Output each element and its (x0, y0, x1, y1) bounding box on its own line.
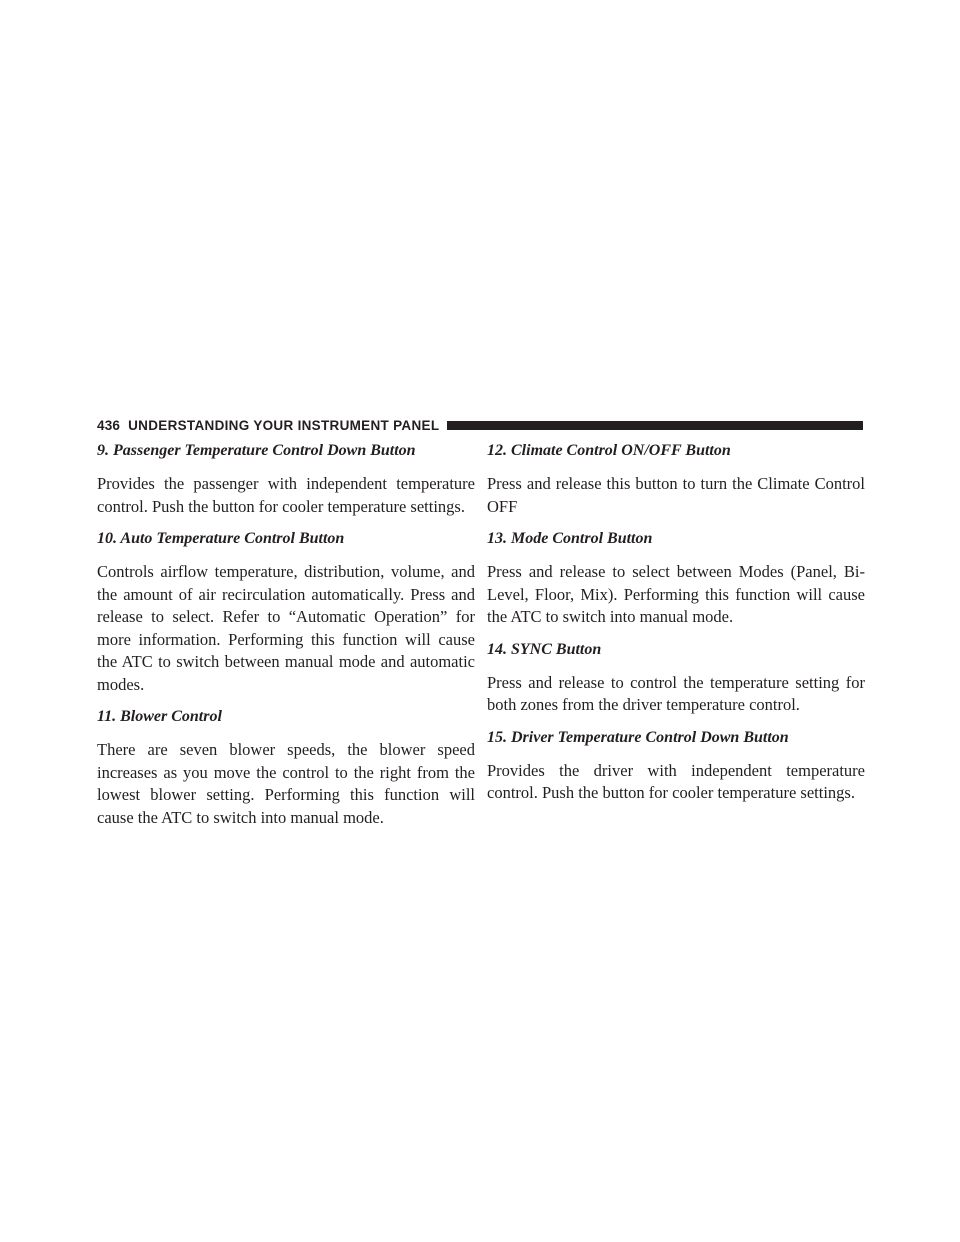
item-climate-on-off (487, 440, 865, 518)
item-heading: 11. Blower Control (97, 708, 222, 725)
page-header (97, 415, 863, 435)
item-sync-button (487, 639, 865, 717)
item-heading: 9. Passenger Temperature Control Down Button (97, 442, 416, 459)
item-body: Provides the passenger with independent temperature control. Push the button for cooler temperature settings. (97, 474, 475, 516)
item-heading: 15. Driver Temperature Control Down Button (487, 728, 789, 746)
item-body: Press and release to control the temperature setting for both zones from the driver temperature control. (487, 672, 865, 714)
item-heading: 13. Mode Control Button (487, 530, 653, 547)
item-body: Controls airflow temperature, distribution, volume, and the amount of air recirculation automatically. Press and release to select. Refer to “Automatic Operation” for more information. Performing this function will cause the ATC to switch between manual mode and automatic modes. (97, 562, 475, 694)
item-auto-temp (97, 528, 475, 696)
page-number: 436 (97, 417, 121, 433)
left-column (97, 440, 475, 839)
section-title: UNDERSTANDING YOUR INSTRUMENT PANEL (128, 417, 440, 433)
item-body: There are seven blower speeds, the blower speed increases as you move the control to the right from the lowest blower setting. Performing this function will cause the ATC to switch into manual mode. (97, 740, 475, 827)
item-body: Press and release to select between Modes (Panel, Bi-Level, Floor, Mix). Performing this function will cause the ATC to switch into manual mode. (487, 562, 865, 626)
item-mode-control (487, 528, 865, 629)
item-blower-control (97, 706, 475, 829)
item-driver-temp-down (487, 727, 865, 805)
item-body: Provides the driver with independent temperature control. Push the button for cooler temperature settings. (487, 760, 865, 802)
item-body: Press and release this button to turn the Climate Control OFF (487, 474, 865, 516)
item-heading: 12. Climate Control ON/OFF Button (487, 442, 731, 459)
item-passenger-temp-down (97, 440, 475, 518)
header-rule (447, 421, 863, 430)
item-heading: 10. Auto Temperature Control Button (97, 530, 345, 547)
right-column (487, 440, 865, 815)
item-heading: 14. SYNC Button (487, 640, 602, 658)
